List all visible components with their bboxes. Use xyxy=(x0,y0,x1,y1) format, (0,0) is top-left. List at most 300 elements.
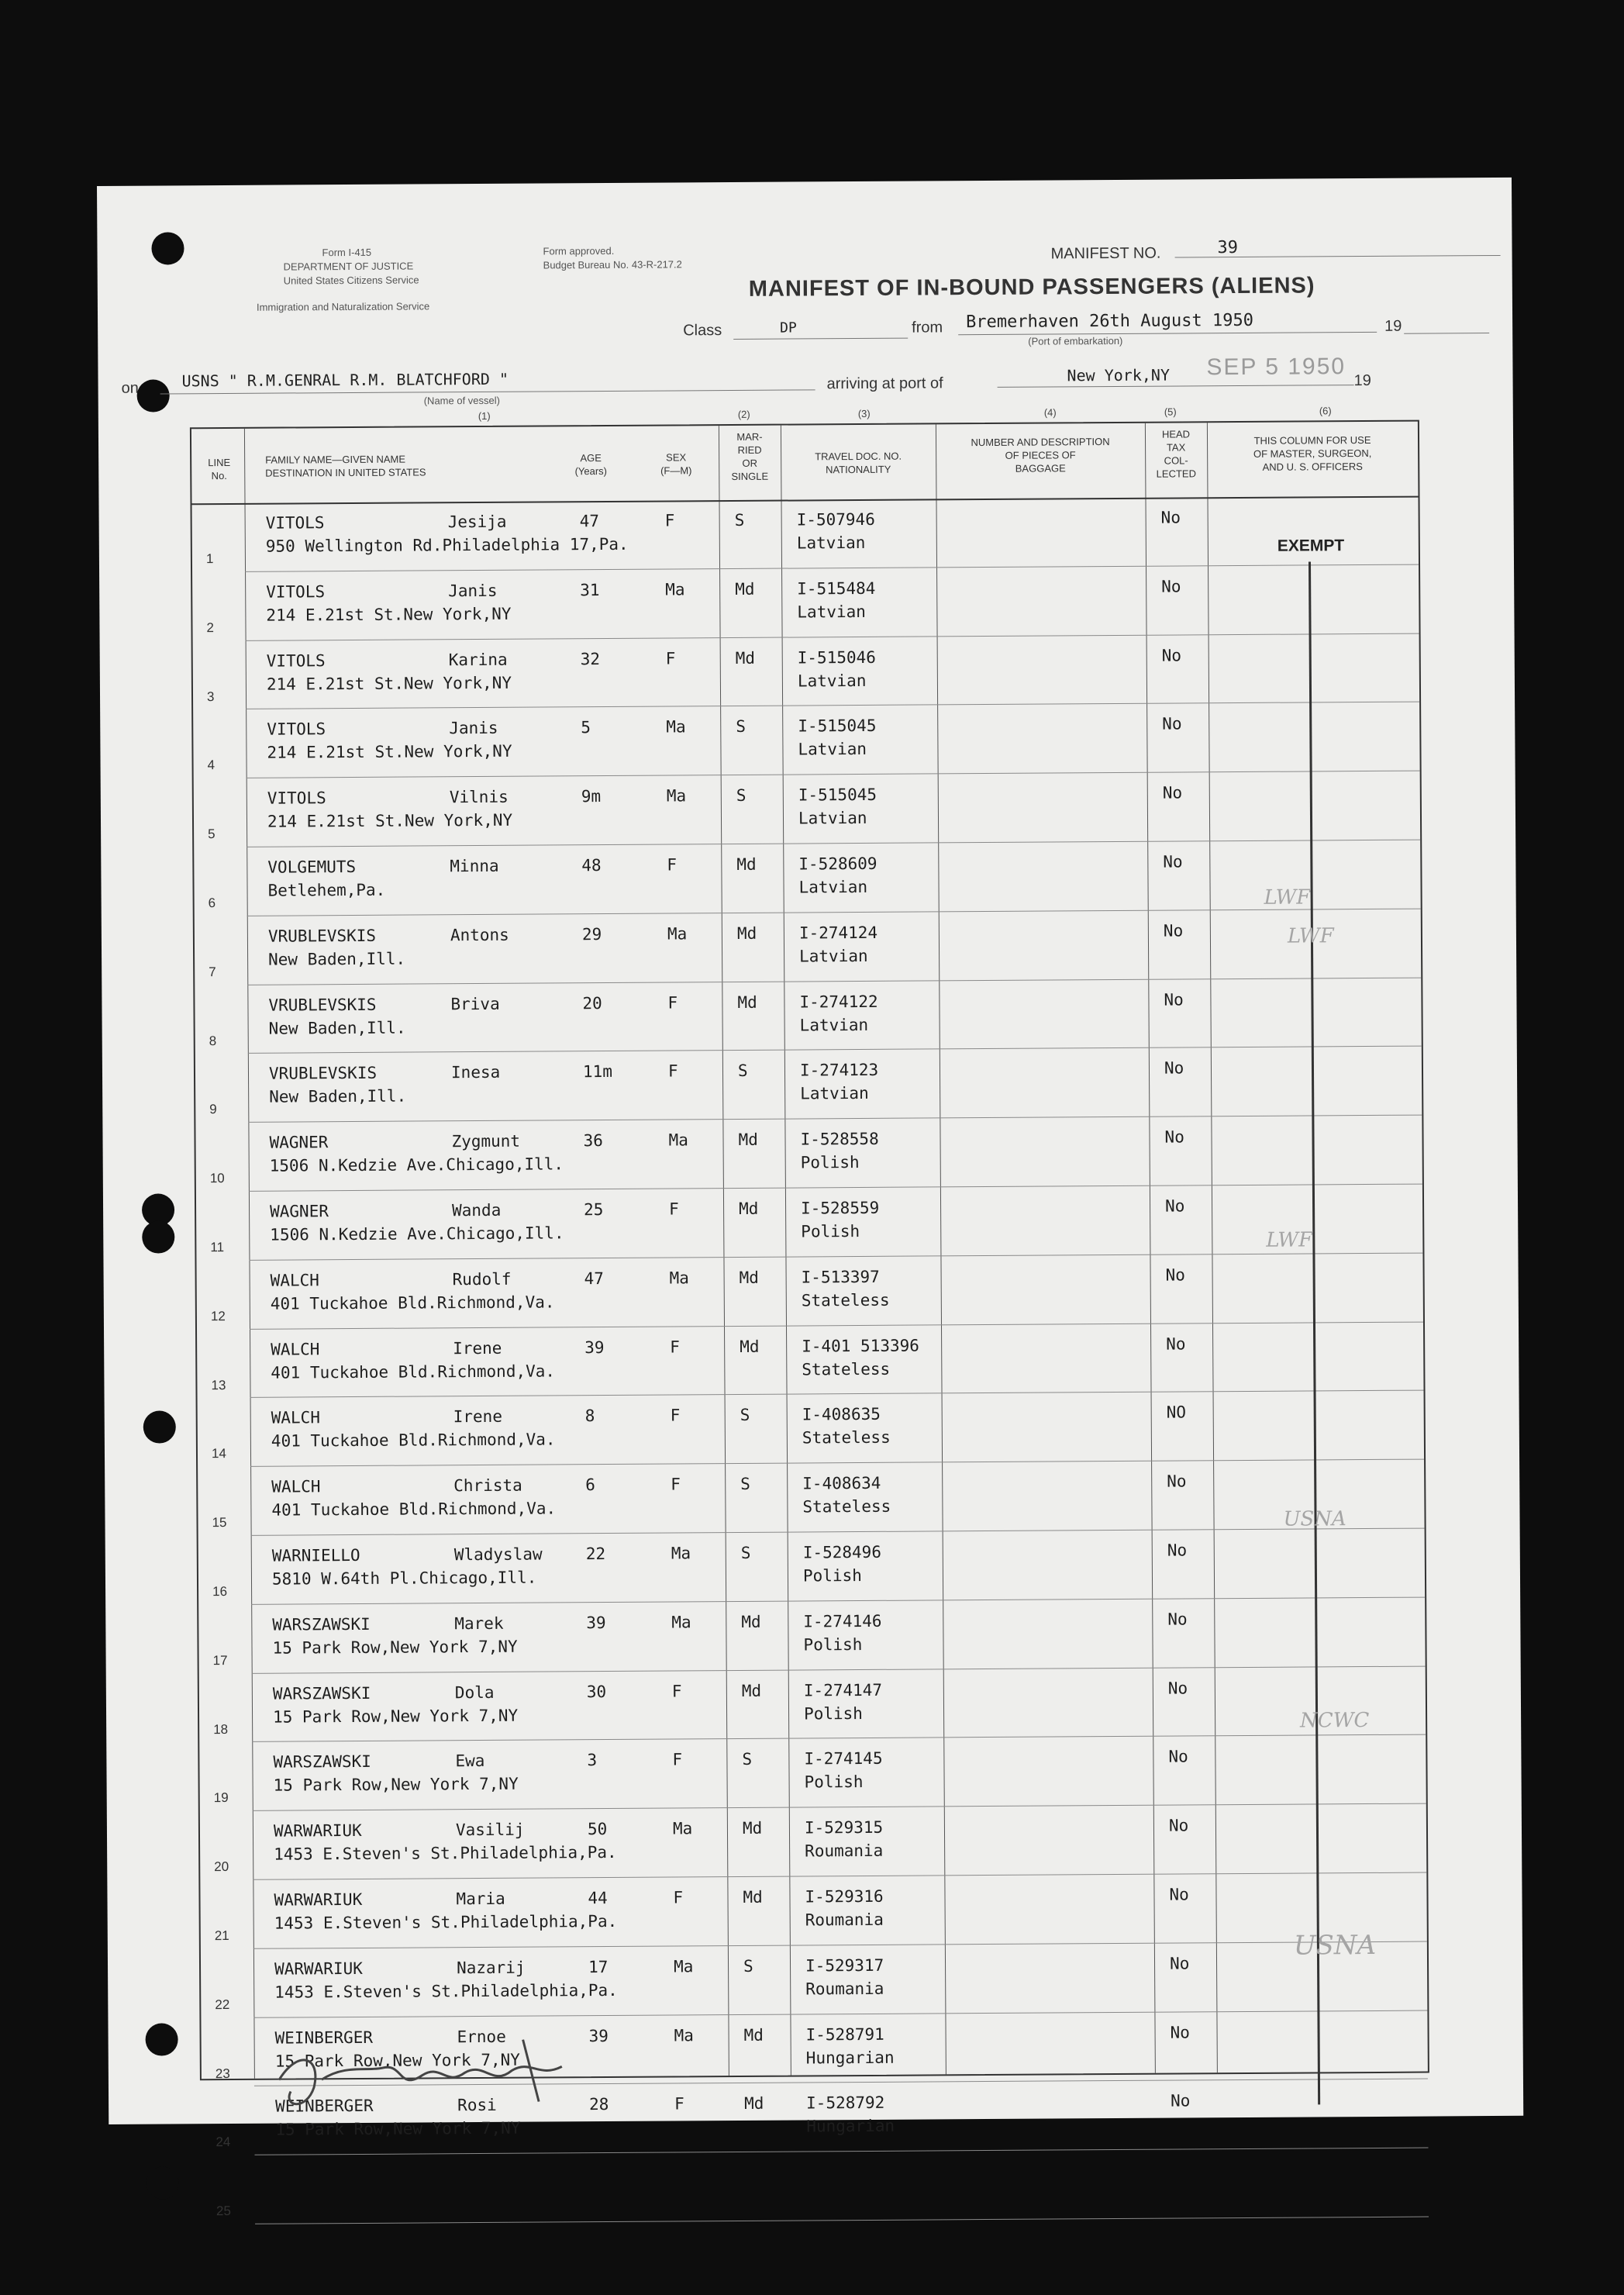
given-name: Janis xyxy=(448,581,498,601)
given-name: Vasilij xyxy=(455,1820,525,1840)
destination: 214 E.21st St.New York,NY xyxy=(266,673,512,694)
destination: 5810 W.64th Pl.Chicago,Ill. xyxy=(271,1568,537,1589)
head-tax: No xyxy=(1169,1885,1189,1904)
sex: F xyxy=(673,1888,684,1907)
line-number: 23 xyxy=(215,2066,230,2081)
destination: New Baden,Ill. xyxy=(269,1086,407,1107)
sex: Ma xyxy=(674,2025,694,2045)
head-tax: No xyxy=(1161,646,1182,665)
marital-status: S xyxy=(736,717,746,737)
family-name: VITOLS xyxy=(266,582,326,602)
table-row xyxy=(202,2148,1429,2224)
nationality: Polish xyxy=(804,1772,864,1792)
sex: F xyxy=(670,1337,680,1357)
head-tax: No xyxy=(1162,714,1182,734)
line-number: 4 xyxy=(207,758,215,773)
line-number: 14 xyxy=(211,1446,226,1462)
head-tax: No xyxy=(1164,1058,1184,1078)
destination: 401 Tuckahoe Bld.Richmond,Va. xyxy=(271,1499,557,1520)
head-tax: No xyxy=(1161,577,1181,596)
age: 17 xyxy=(588,1957,609,1976)
line-number: 8 xyxy=(209,1033,217,1048)
age: 48 xyxy=(581,856,602,875)
family-name: VRUBLEVSKIS xyxy=(267,926,377,946)
given-name: Nazarij xyxy=(456,1958,526,1978)
line-number: 22 xyxy=(215,1996,230,2012)
pencil-note: USNA xyxy=(1283,1507,1346,1531)
family-name: WEINBERGER xyxy=(274,2028,374,2048)
travel-doc-number: I-513397 xyxy=(801,1267,880,1287)
head-tax: No xyxy=(1168,1747,1188,1766)
age: 29 xyxy=(581,924,602,944)
head-tax: NO xyxy=(1166,1403,1187,1422)
age: 5 xyxy=(581,718,591,737)
age: 9m xyxy=(581,787,602,806)
marital-status: S xyxy=(742,1750,753,1769)
arriving-label: arriving at port of xyxy=(826,374,943,393)
table-row xyxy=(195,978,1422,1054)
age: 39 xyxy=(586,1613,606,1632)
age: 30 xyxy=(586,1682,607,1701)
table-row xyxy=(194,840,1421,916)
travel-doc-number: I-528558 xyxy=(800,1130,879,1149)
sex: Ma xyxy=(666,717,686,737)
family-name: VRUBLEVSKIS xyxy=(268,1064,378,1084)
row-rule xyxy=(255,2217,1429,2224)
line-number: 6 xyxy=(208,896,216,911)
sex: F xyxy=(667,993,678,1013)
pencil-note: NCWC xyxy=(1300,1709,1370,1733)
sex: F xyxy=(664,511,675,530)
destination: 401 Tuckahoe Bld.Richmond,Va. xyxy=(271,1430,556,1451)
th-age: AGE (Years) xyxy=(574,452,608,478)
travel-doc-number: I-274122 xyxy=(799,992,878,1012)
th-head-tax: HEAD TAX COL- LECTED xyxy=(1156,428,1196,480)
sex: Ma xyxy=(671,1613,691,1632)
binder-hole xyxy=(151,232,184,264)
head-tax: No xyxy=(1166,1334,1186,1354)
given-name: Inesa xyxy=(450,1063,501,1082)
th-line-no: LINE No. xyxy=(208,456,231,482)
travel-doc-number: I-529316 xyxy=(805,1886,884,1907)
destination: Betlehem,Pa. xyxy=(267,880,386,900)
table-row xyxy=(192,564,1419,640)
given-name: Briva xyxy=(450,994,500,1013)
nationality: Stateless xyxy=(802,1359,891,1379)
col-num-4: (4) xyxy=(1043,406,1057,419)
given-name: Ernoe xyxy=(457,2027,506,2046)
travel-doc-number: I-528792 xyxy=(806,2093,885,2113)
head-tax: No xyxy=(1165,1265,1185,1285)
line-number: 16 xyxy=(212,1584,228,1600)
family-name: VRUBLEVSKIS xyxy=(268,995,377,1015)
given-name: Christa xyxy=(453,1475,522,1496)
line-number: 15 xyxy=(212,1515,227,1531)
marital-status: S xyxy=(734,510,745,530)
sex: Ma xyxy=(665,580,685,599)
th-officers: THIS COLUMN FOR USE OF MASTER, SURGEON, AND U. S. OFFICERS xyxy=(1253,433,1372,473)
given-name: Marek xyxy=(454,1613,504,1634)
nationality: Polish xyxy=(803,1634,863,1655)
arrival-port: New York,NY xyxy=(1067,365,1171,385)
age: 22 xyxy=(585,1544,606,1564)
pencil-note: USNA xyxy=(1293,1929,1377,1962)
table-row xyxy=(199,1666,1426,1742)
family-name: VOLGEMUTS xyxy=(267,857,357,877)
age: 20 xyxy=(582,993,602,1013)
marital-status: Md xyxy=(736,923,757,943)
destination: 1453 E.Steven's St.Philadelphia,Pa. xyxy=(274,1843,617,1864)
given-name: Maria xyxy=(456,1889,505,1909)
travel-doc-number: I-528791 xyxy=(805,2024,884,2045)
binder-hole xyxy=(143,1410,176,1443)
travel-doc-number: I-401 513396 xyxy=(802,1336,919,1356)
age: 39 xyxy=(588,2026,609,2045)
marital-status: S xyxy=(737,1061,748,1081)
given-name: Irene xyxy=(453,1407,502,1427)
head-tax: No xyxy=(1160,508,1181,527)
sex: Ma xyxy=(669,1268,689,1288)
nationality: Latvian xyxy=(798,877,868,897)
destination: 15 Park Row,New York 7,NY xyxy=(273,1775,519,1796)
class-label: Class xyxy=(683,322,722,340)
age: 28 xyxy=(589,2095,609,2114)
family-name: WAGNER xyxy=(270,1202,329,1221)
col-num-5: (5) xyxy=(1164,406,1177,418)
destination: 401 Tuckahoe Bld.Richmond,Va. xyxy=(271,1361,556,1382)
nationality: Roumania xyxy=(805,1979,884,1999)
family-name: WARSZAWSKI xyxy=(272,1683,371,1703)
vessel-line xyxy=(160,389,815,394)
marital-status: S xyxy=(740,1406,750,1425)
head-tax: No xyxy=(1171,2091,1191,2110)
table-row xyxy=(196,1185,1423,1261)
sex: F xyxy=(667,1061,678,1081)
service-line-1: United States Citizens Service xyxy=(283,274,419,287)
line-number: 18 xyxy=(213,1721,229,1737)
sex: F xyxy=(669,1199,679,1219)
nationality: Hungarian xyxy=(806,2117,895,2136)
form-number: Form I-415 xyxy=(322,246,372,259)
budget-bureau: Budget Bureau No. 43-R-217.2 xyxy=(543,258,682,271)
sex: F xyxy=(671,1475,681,1494)
age: 32 xyxy=(580,649,601,668)
family-name: WEINBERGER xyxy=(275,2097,374,2117)
travel-doc-number: I-274145 xyxy=(804,1749,883,1769)
th-baggage: NUMBER AND DESCRIPTION OF PIECES OF BAGGAGE xyxy=(971,436,1110,475)
head-tax: No xyxy=(1167,1679,1188,1698)
nationality: Latvian xyxy=(799,946,868,966)
nationality: Latvian xyxy=(798,809,867,828)
nationality: Polish xyxy=(800,1153,860,1172)
age: 25 xyxy=(584,1200,604,1220)
family-name: WALCH xyxy=(270,1271,319,1290)
given-name: Irene xyxy=(453,1338,502,1358)
table-row xyxy=(195,909,1422,985)
marital-status: Md xyxy=(738,1199,759,1218)
manifest-number: 39 xyxy=(1217,238,1239,258)
table-row xyxy=(200,1804,1427,1880)
table-row xyxy=(198,1597,1426,1673)
marital-status: Md xyxy=(735,579,755,599)
line-number: 7 xyxy=(209,964,216,979)
destination: 214 E.21st St.New York,NY xyxy=(267,810,513,831)
age: 11m xyxy=(582,1062,613,1082)
head-tax: No xyxy=(1164,990,1184,1009)
travel-doc-number: I-408635 xyxy=(802,1405,881,1424)
travel-doc-number: I-528559 xyxy=(800,1198,880,1218)
line-number: 2 xyxy=(206,619,215,635)
table-row xyxy=(192,496,1419,572)
head-tax: No xyxy=(1169,1954,1190,1973)
from-line xyxy=(958,332,1377,335)
travel-doc-number: I-274123 xyxy=(799,1061,879,1080)
sex: Ma xyxy=(668,1130,688,1150)
marital-status: S xyxy=(736,786,746,806)
destination: 15 Park Row,New York 7,NY xyxy=(275,2119,521,2140)
table-row xyxy=(194,771,1421,847)
head-tax: No xyxy=(1163,921,1184,940)
head-tax: No xyxy=(1167,1610,1188,1629)
travel-doc-number: I-408634 xyxy=(802,1474,881,1493)
line-number: 10 xyxy=(209,1171,225,1186)
head-tax: No xyxy=(1168,1816,1189,1835)
travel-doc-number: I-274146 xyxy=(803,1611,882,1631)
head-tax: No xyxy=(1164,1196,1185,1216)
age: 36 xyxy=(583,1131,603,1151)
marital-status: Md xyxy=(741,1681,762,1700)
line-number: 3 xyxy=(206,688,215,704)
sex: F xyxy=(672,1750,683,1769)
table-row xyxy=(198,1529,1426,1605)
th-married-single: MAR- RIED OR SINGLE xyxy=(731,430,769,483)
exempt-stamp: EXEMPT xyxy=(1277,537,1345,555)
table-row xyxy=(193,633,1420,709)
col-num-2: (2) xyxy=(737,408,750,420)
sex: Ma xyxy=(672,1819,693,1838)
head-tax: No xyxy=(1167,1541,1188,1560)
form-approved: Form approved. xyxy=(543,244,615,257)
arriving-line xyxy=(998,385,1354,388)
nationality: Roumania xyxy=(805,1910,884,1930)
destination: 401 Tuckahoe Bld.Richmond,Va. xyxy=(270,1292,555,1313)
age: 44 xyxy=(588,1889,608,1908)
marital-status: Md xyxy=(739,1268,759,1287)
binder-hole xyxy=(147,2166,179,2199)
destination: New Baden,Ill. xyxy=(268,1018,406,1038)
nationality: Stateless xyxy=(801,1290,890,1310)
age: 47 xyxy=(579,512,600,531)
table-row xyxy=(196,1253,1423,1329)
destination: 15 Park Row,New York 7,NY xyxy=(272,1637,518,1658)
nationality: Roumania xyxy=(805,1841,884,1861)
marital-status: Md xyxy=(744,2094,764,2114)
given-name: Vilnis xyxy=(449,787,509,807)
given-name: Antons xyxy=(450,925,509,945)
pencil-note: LWF xyxy=(1264,885,1311,909)
family-name: WAGNER xyxy=(269,1133,329,1152)
sex: F xyxy=(665,649,676,668)
family-name: WALCH xyxy=(271,1477,321,1496)
destination: 214 E.21st St.New York,NY xyxy=(266,604,512,625)
manifest-label: MANIFEST NO. xyxy=(1050,244,1161,263)
family-name: WARWARIUK xyxy=(273,1821,362,1841)
given-name: Wanda xyxy=(452,1200,502,1220)
sex: Ma xyxy=(666,786,687,806)
manifest-sheet xyxy=(97,178,1523,2219)
destination: New Baden,Ill. xyxy=(268,949,406,969)
th-travel-doc: TRAVEL DOC. NO. NATIONALITY xyxy=(815,450,902,476)
travel-doc-number: I-507946 xyxy=(796,509,875,530)
nationality: Latvian xyxy=(800,1084,869,1103)
given-name: Wladyslaw xyxy=(453,1544,543,1565)
marital-status: S xyxy=(743,1956,753,1976)
sex: F xyxy=(667,855,678,875)
destination: 1506 N.Kedzie Ave.Chicago,Ill. xyxy=(269,1154,564,1175)
marital-status: Md xyxy=(740,1337,760,1356)
sex: F xyxy=(670,1406,681,1425)
table-row xyxy=(198,1460,1425,1536)
sex: Ma xyxy=(671,1544,691,1563)
table-row xyxy=(197,1322,1424,1398)
nationality: Hungarian xyxy=(805,2048,895,2068)
given-name: Zygmunt xyxy=(451,1131,521,1151)
th-sex: SEX (F—M) xyxy=(660,451,692,477)
department: DEPARTMENT OF JUSTICE xyxy=(283,260,414,273)
marital-status: Md xyxy=(743,2025,764,2045)
line-number: 9 xyxy=(209,1102,217,1117)
arrival-date-stamp: SEP 5 1950 xyxy=(1206,354,1346,381)
line-number: 19 xyxy=(213,1790,229,1806)
nationality: Stateless xyxy=(802,1496,891,1517)
marital-status: Md xyxy=(743,1887,763,1907)
line-number: 1 xyxy=(205,551,214,567)
embarkation-note: (Port of embarkation) xyxy=(1028,334,1123,347)
year-line xyxy=(1404,333,1489,334)
nationality: Polish xyxy=(803,1703,863,1724)
given-name: Rosi xyxy=(457,2096,497,2115)
line-number: 25 xyxy=(215,2204,231,2219)
family-name: VITOLS xyxy=(265,513,325,533)
age: 47 xyxy=(584,1268,604,1288)
travel-doc-number: I-529317 xyxy=(805,1955,884,1976)
year-prefix-2: 19 xyxy=(1353,371,1371,390)
line-number: 24 xyxy=(215,2135,231,2150)
travel-doc-number: I-515484 xyxy=(797,578,876,599)
class-line xyxy=(733,338,908,340)
given-name: Ewa xyxy=(455,1751,485,1771)
family-name: WARSZAWSKI xyxy=(273,1752,371,1772)
sex: F xyxy=(674,2094,684,2114)
sex: Ma xyxy=(673,1957,694,1976)
table-row xyxy=(199,1735,1426,1811)
nationality: Latvian xyxy=(799,1015,869,1035)
family-name: WARWARIUK xyxy=(274,1959,363,1979)
destination: 214 E.21st St.New York,NY xyxy=(267,742,512,763)
pencil-note: LWF xyxy=(1266,1228,1313,1252)
nationality: Latvian xyxy=(796,533,866,553)
sex: Ma xyxy=(667,924,688,944)
table-row xyxy=(195,1047,1422,1123)
nationality: Latvian xyxy=(798,740,867,759)
vessel-prefix: on xyxy=(121,379,139,397)
head-tax: No xyxy=(1163,852,1183,871)
line-number: 13 xyxy=(211,1377,226,1393)
marital-status: Md xyxy=(738,1130,758,1150)
line-number: 12 xyxy=(210,1308,226,1324)
col-num-3: (3) xyxy=(857,407,871,420)
travel-doc-number: I-274124 xyxy=(798,923,878,943)
nationality: Polish xyxy=(801,1222,860,1241)
age: 39 xyxy=(584,1337,605,1357)
vessel-name: USNS " R.M.GENRAL R.M. BLATCHFORD " xyxy=(181,369,509,391)
marital-status: S xyxy=(740,1543,751,1562)
age: 50 xyxy=(587,1820,608,1839)
family-name: WALCH xyxy=(271,1408,321,1428)
marital-status: Md xyxy=(737,992,757,1012)
binder-hole xyxy=(142,1220,174,1253)
given-name: Janis xyxy=(449,719,498,738)
marital-status: Md xyxy=(741,1612,761,1631)
travel-doc-number: I-515045 xyxy=(798,785,878,805)
marital-status: Md xyxy=(735,648,756,668)
age: 6 xyxy=(585,1475,595,1495)
table-row xyxy=(200,1873,1427,1949)
family-name: WARWARIUK xyxy=(274,1889,363,1910)
age: 8 xyxy=(584,1406,595,1426)
table-row xyxy=(193,702,1420,778)
marital-status: Md xyxy=(736,854,757,874)
given-name: Minna xyxy=(450,856,499,876)
nationality: Polish xyxy=(802,1566,862,1586)
travel-doc-number: I-515046 xyxy=(797,647,876,668)
binder-hole xyxy=(137,379,170,412)
given-name: Karina xyxy=(448,650,508,669)
given-name: Dola xyxy=(454,1682,495,1702)
binder-hole xyxy=(145,2023,178,2055)
head-tax: No xyxy=(1162,783,1183,802)
age: 3 xyxy=(587,1751,598,1770)
given-name: Rudolf xyxy=(452,1269,512,1289)
family-name: WALCH xyxy=(271,1339,320,1359)
table-row xyxy=(201,1941,1428,2017)
pencil-note: LWF xyxy=(1287,924,1334,948)
nationality: Latvian xyxy=(797,602,866,622)
destination: 15 Park Row,New York 7,NY xyxy=(274,2050,520,2071)
head-tax: No xyxy=(1170,2023,1190,2042)
line-number: 5 xyxy=(208,827,215,842)
vessel-note: (Name of vessel) xyxy=(423,394,500,407)
travel-doc-number: I-274147 xyxy=(803,1680,883,1700)
passenger-table xyxy=(190,405,1429,2219)
manifest-title: MANIFEST OF IN-BOUND PASSENGERS (ALIENS) xyxy=(748,273,1315,302)
line-number: 17 xyxy=(212,1652,228,1668)
family-name: WARNIELLO xyxy=(271,1545,360,1565)
line-number: 11 xyxy=(210,1240,225,1255)
line-number: 20 xyxy=(214,1859,229,1875)
class-value: DP xyxy=(780,319,797,336)
travel-doc-number: I-528496 xyxy=(802,1542,882,1562)
table-row xyxy=(198,1391,1425,1467)
marital-status: Md xyxy=(742,1818,763,1838)
destination: 1506 N.Kedzie Ave.Chicago,Ill. xyxy=(270,1223,564,1244)
family-name: VITOLS xyxy=(267,720,326,740)
nationality: Latvian xyxy=(797,671,867,691)
passenger-rows xyxy=(192,496,1428,2219)
table-row xyxy=(195,1116,1422,1192)
nationality: Stateless xyxy=(802,1428,891,1448)
head-tax: No xyxy=(1167,1472,1187,1491)
